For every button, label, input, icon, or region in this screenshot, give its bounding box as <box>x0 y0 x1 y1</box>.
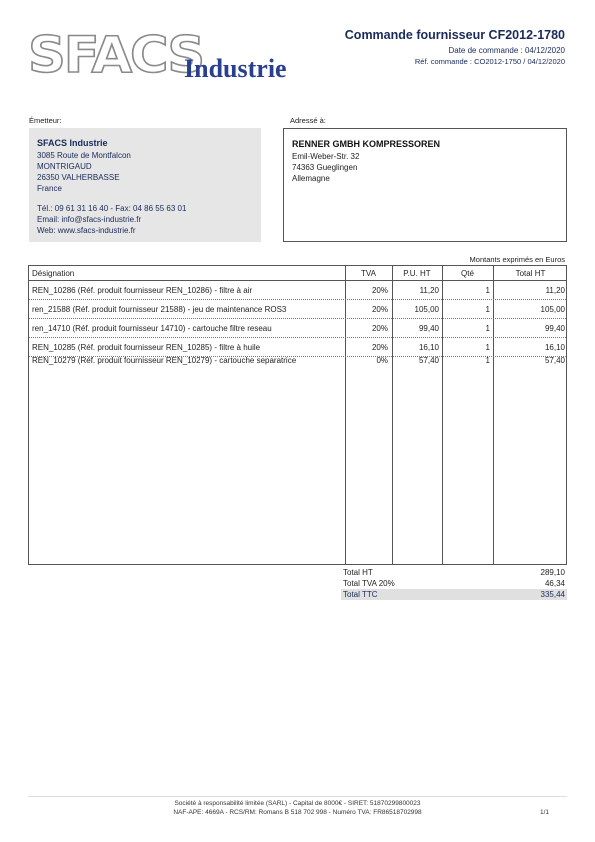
sender-box <box>29 128 261 242</box>
row-total: 11,20 <box>545 286 565 295</box>
row-unit-price: 105,00 <box>414 305 439 314</box>
row-total: 99,40 <box>544 324 565 333</box>
total-ht-row <box>341 567 567 578</box>
sender-address-line: France <box>37 184 62 193</box>
recipient-name: RENNER GMBH KOMPRESSOREN <box>292 139 441 149</box>
row-unit-price: 16,10 <box>418 343 439 352</box>
row-total: 57,40 <box>544 356 565 365</box>
sender-address-line: MONTRIGAUD <box>37 162 92 171</box>
sender-label: Émetteur: <box>29 116 62 125</box>
footer-divider <box>28 796 567 797</box>
row-unit-price: 11,20 <box>419 286 439 295</box>
logo-suffix-text: Industrie <box>184 54 287 83</box>
recipient-address-line: 74363 Gueglingen <box>292 163 358 172</box>
order-date: Date de commande : 04/12/2020 <box>448 46 565 55</box>
header-total: Total HT <box>515 269 546 278</box>
row-total: 105,00 <box>540 305 565 314</box>
header-quantity: Qté <box>461 269 474 278</box>
order-reference: Réf. commande : CO2012-1750 / 04/12/2020 <box>414 57 565 66</box>
header-tva: TVA <box>361 269 376 278</box>
sender-phone: Tél.: 09 61 31 16 40 - Fax: 04 86 55 63 01 <box>37 204 187 213</box>
recipient-label: Adressé à: <box>290 116 326 125</box>
row-total: 16,10 <box>544 343 565 352</box>
total-label: Total TTC <box>343 590 378 599</box>
header-unit-price: P.U. HT <box>403 269 431 278</box>
logo-brand-text: SFACS <box>28 26 204 84</box>
footer-registration-line: NAF-APE: 4669A - RCS/RM: Romans B 518 702 998 - Numéro TVA: FR86518702998 <box>173 809 422 816</box>
row-designation: ren_14710 (Réf. produit fournisseur 14710) - cartouche filtre reseau <box>32 324 272 333</box>
company-logo <box>28 28 318 88</box>
sender-address-line: 26350 VALHERBASSE <box>37 173 120 182</box>
document-title: Commande fournisseur CF2012-1780 <box>344 28 565 42</box>
row-tva: 20% <box>371 286 388 295</box>
currency-note: Montants exprimés en Euros <box>469 255 565 264</box>
total-label: Total TVA 20% <box>343 579 395 588</box>
row-tva: 20% <box>371 324 388 333</box>
sender-email: Email: info@sfacs-industrie.fr <box>37 215 142 224</box>
row-tva: 20% <box>371 343 388 352</box>
recipient-box <box>283 128 567 242</box>
row-quantity: 1 <box>485 343 490 352</box>
row-designation: REN_10279 (Réf. produit fournisseur REN_10279) - cartouche separatrice <box>32 356 297 365</box>
total-value: 335,44 <box>540 590 565 599</box>
sender-website: Web: www.sfacs-industrie.fr <box>37 226 136 235</box>
row-quantity: 1 <box>485 286 490 295</box>
totals-block <box>341 567 567 600</box>
row-quantity: 1 <box>485 305 490 314</box>
footer-legal-line: Société à responsabilité limitée (SARL) - Capital de 8000€ - SIRET: 51870299800023 <box>174 800 421 807</box>
row-tva: 0% <box>376 356 388 365</box>
total-value: 46,34 <box>544 579 565 588</box>
row-designation: REN_10285 (Réf. produit fournisseur REN_10285) - filtre à huile <box>32 343 261 352</box>
recipient-address-line: Allemagne <box>292 174 330 183</box>
items-table <box>28 265 567 565</box>
recipient-address-line: Emil-Weber-Str. 32 <box>292 152 360 161</box>
row-tva: 20% <box>371 305 388 314</box>
row-unit-price: 57,40 <box>418 356 439 365</box>
row-quantity: 1 <box>485 356 490 365</box>
total-tva-row <box>341 578 567 589</box>
page-number: 1/1 <box>539 809 549 816</box>
total-label: Total HT <box>343 568 373 577</box>
sender-name: SFACS Industrie <box>37 138 108 148</box>
row-quantity: 1 <box>485 324 490 333</box>
header-designation: Désignation <box>32 269 75 278</box>
row-unit-price: 99,40 <box>418 324 439 333</box>
row-designation: REN_10286 (Réf. produit fournisseur REN_10286) - filtre à air <box>32 286 253 295</box>
total-value: 289,10 <box>540 568 565 577</box>
row-designation: ren_21588 (Réf. produit fournisseur 21588) - jeu de maintenance ROS3 <box>32 305 287 314</box>
sender-address-line: 3085 Route de Montfalcon <box>37 151 131 160</box>
total-ttc-row <box>341 589 567 600</box>
